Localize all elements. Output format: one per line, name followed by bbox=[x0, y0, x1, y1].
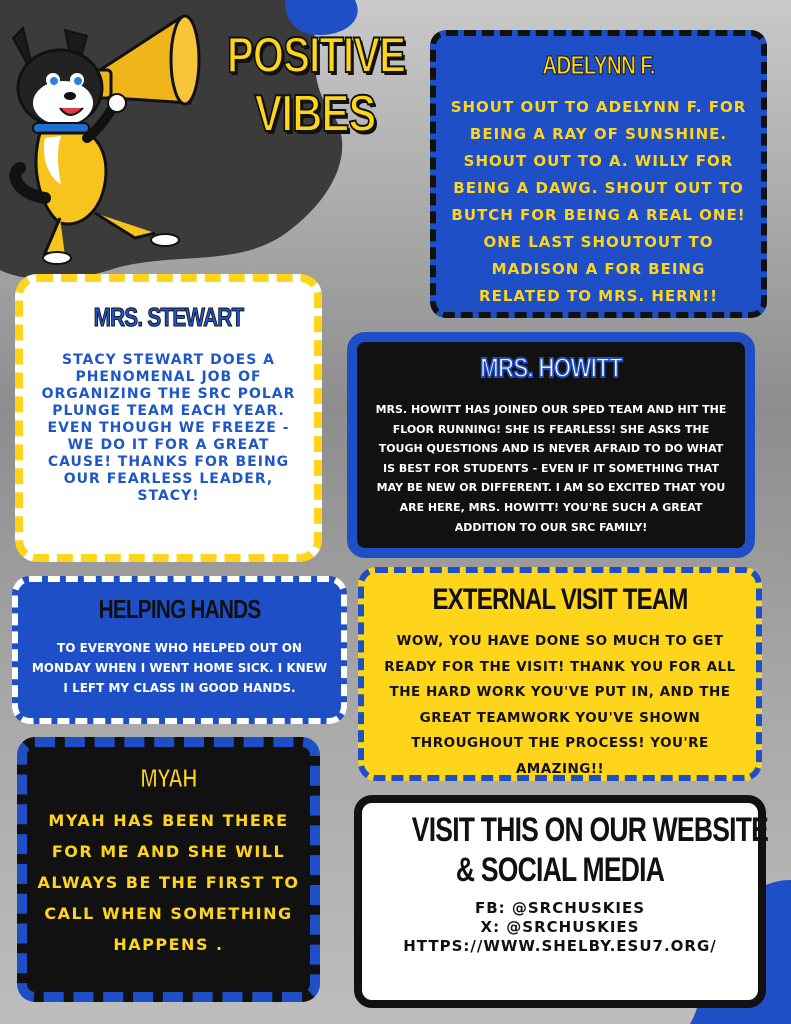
card-visit-social bbox=[354, 795, 769, 1008]
visit-title-line-2: & SOCIAL MEDIA bbox=[455, 851, 665, 889]
card-external-body: WOW, YOU HAVE DONE SO MUCH TO GET READY FOR THE VISIT! THANK YOU FOR ALL THE HARD WORK YOU'VE PUT IN, AND THE GREAT TEAMWORK YOU'VE SHOWN THROUGHOUT THE PROCESS! YOU'RE AMAZING!! bbox=[384, 633, 736, 777]
card-stewart bbox=[15, 274, 322, 562]
visit-x: X: @SRCHUSKIES bbox=[480, 918, 640, 936]
megaphone-icon bbox=[89, 16, 199, 104]
card-helping-title: HELPING HANDS bbox=[98, 594, 261, 624]
card-myah-body: MYAH HAS BEEN THERE FOR ME AND SHE WILL ALWAYS BE THE FIRST TO CALL WHEN SOMETHING HAPPENS . bbox=[37, 811, 300, 954]
card-stewart-body: STACY STEWART DOES A PHENOMENAL JOB OF ORGANIZING THE SRC POLAR PLUNGE TEAM EACH YEAR. EVEN THOUGH WE FREEZE - WE DO IT FOR A GREAT CAUSE! THANKS FOR BEING OUR FEARLESS LEADER, STACY! bbox=[41, 352, 296, 504]
card-adelynn-title: ADELYNN F. bbox=[542, 50, 655, 80]
husky-mascot-icon bbox=[5, 8, 205, 270]
card-howitt-title: MRS. HOWITT bbox=[480, 352, 622, 383]
title-line-1: POSITIVE bbox=[227, 27, 406, 83]
card-external-visit bbox=[358, 567, 762, 781]
card-myah-title: MYAH bbox=[140, 763, 197, 793]
card-adelynn-body: SHOUT OUT TO ADELYNN F. FOR BEING A RAY OF SUNSHINE. SHOUT OUT TO A. WILLY FOR BEING A DAWG. SHOUT OUT TO BUTCH FOR BEING A REAL ONE! ONE LAST SHOUTOUT TO MADISON A FOR BEING RELATED TO MRS. HERN!! bbox=[450, 98, 747, 305]
card-howitt bbox=[347, 332, 755, 558]
card-helping-hands bbox=[12, 576, 347, 724]
visit-url[interactable]: HTTPS://WWW.SHELBY.ESU7.ORG/ bbox=[403, 937, 717, 955]
card-external-title: EXTERNAL VISIT TEAM bbox=[432, 583, 688, 616]
card-myah bbox=[17, 737, 320, 1002]
visit-title-line-1: VISIT THIS ON OUR WEBSITE bbox=[411, 811, 769, 849]
card-helping-body: TO EVERYONE WHO HELPED OUT ON MONDAY WHEN I WENT HOME SICK. I KNEW I LEFT MY CLASS IN GOOD HANDS. bbox=[31, 641, 328, 695]
page-title bbox=[205, 27, 425, 143]
title-line-2: VIBES bbox=[254, 85, 376, 143]
card-adelynn bbox=[430, 30, 767, 318]
visit-facebook: FB: @SRCHUSKIES bbox=[474, 899, 646, 917]
card-stewart-title: MRS. STEWART bbox=[93, 302, 244, 332]
card-howitt-body: MRS. HOWITT HAS JOINED OUR SPED TEAM AND HIT THE FLOOR RUNNING! SHE IS FEARLESS! SHE ASKS THE TOUGH QUESTIONS AND IS NEVER AFRAID TO DO WHAT IS BEST FOR STUDENTS - EVEN IF IT SOMETHING THAT MAY BE NEW OR DIFFERENT. I AM SO EXCITED THAT YOU ARE HERE, MRS. HOWITT! YOU'RE SUCH A GREAT ADDITION TO OUR SRC FAMILY! bbox=[375, 403, 727, 534]
